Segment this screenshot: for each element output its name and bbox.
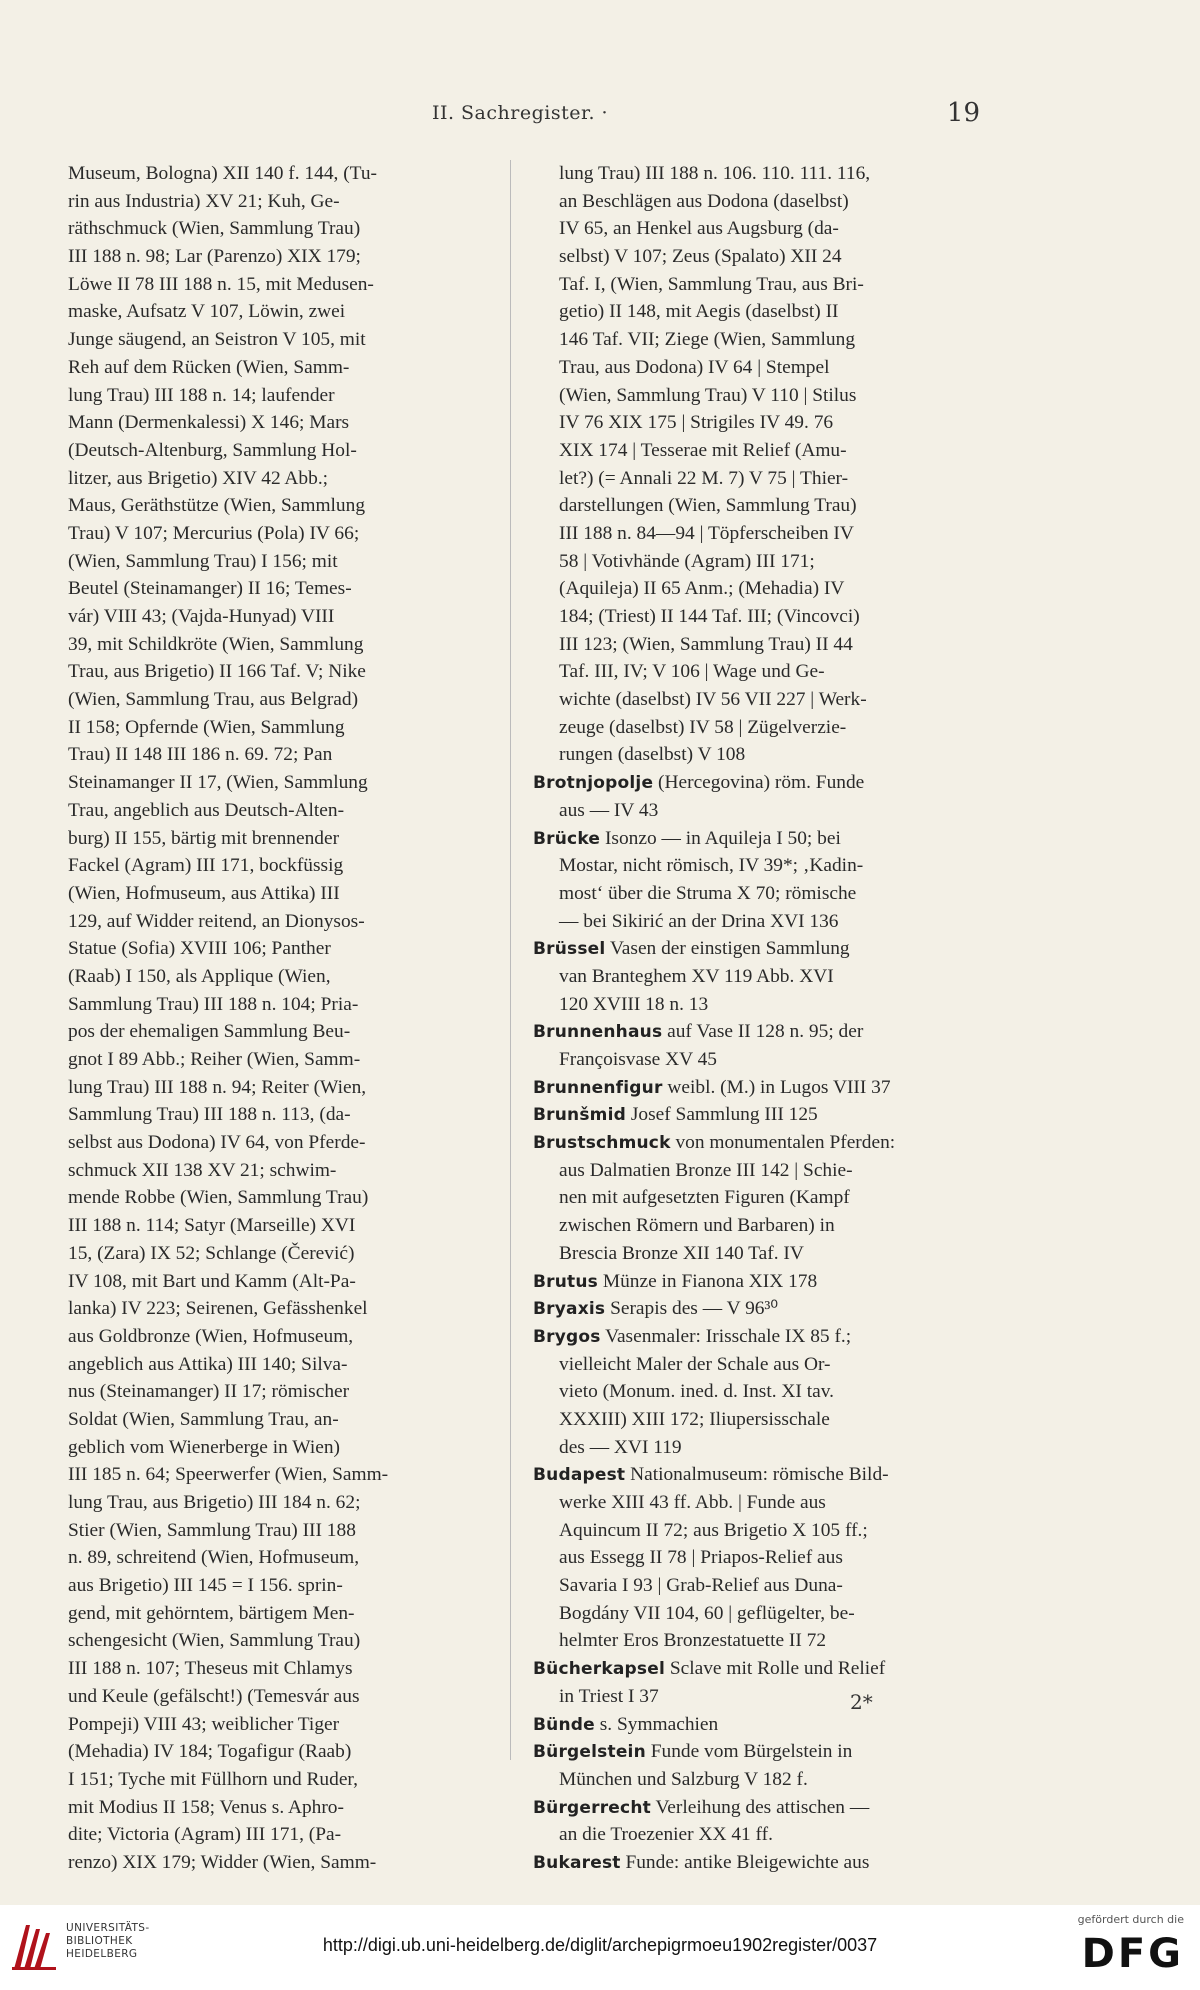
entry-text: Münze in Fianona XIX 178: [598, 1270, 818, 1292]
index-entry-line: [533, 1849, 999, 1877]
entry-text: an Beschlägen aus Dodona (daselbst): [559, 190, 849, 212]
text-line: [533, 1351, 999, 1379]
text-line: räthschmuck (Wien, Sammlung Trau): [68, 218, 361, 240]
text-line: 129, auf Widder reitend, an Dionysos-: [68, 910, 365, 932]
text-line: Reh auf dem Rücken (Wien, Samm-: [68, 356, 350, 378]
text-line: lanka) IV 223; Seirenen, Gefässhenkel: [68, 1298, 368, 1320]
index-headword: Brüssel: [533, 939, 606, 960]
text-line: angeblich aus Attika) III 140; Silva-: [68, 1353, 348, 1375]
entry-text: zeuge (daselbst) IV 58 | Zügelverzie-: [559, 716, 847, 738]
entry-text: (Aquileja) II 65 Anm.; (Mehadia) IV: [559, 578, 845, 600]
text-line: [533, 492, 999, 520]
entry-text: Mostar, nicht römisch, IV 39*; ‚Kadin-: [559, 855, 864, 877]
text-line: Fackel (Agram) III 171, bockfüssig: [68, 855, 344, 877]
text-line: [533, 1489, 999, 1517]
text-line: Sammlung Trau) III 188 n. 113, (da-: [68, 1104, 351, 1126]
entry-text: Verleihung des attischen —: [650, 1796, 870, 1818]
index-entry-line: [533, 1655, 999, 1683]
text-line: nus (Steinamanger) II 17; römischer: [68, 1381, 350, 1403]
text-line: III 188 n. 107; Theseus mit Chlamys: [68, 1658, 353, 1680]
entry-text: aus Dalmatien Bronze III 142 | Schie-: [559, 1159, 853, 1181]
text-line: burg) II 155, bärtig mit brennender: [68, 827, 340, 849]
entry-text: des — XVI 119: [559, 1436, 682, 1458]
index-headword: Budapest: [533, 1465, 626, 1486]
text-line: n. 89, schreitend (Wien, Hofmuseum,: [68, 1547, 360, 1569]
text-line: [533, 1378, 999, 1406]
entry-text: auf Vase II 128 n. 95; der: [662, 1021, 864, 1043]
text-line: [533, 437, 999, 465]
text-line: [533, 575, 999, 603]
entry-text: 184; (Triest) II 144 Taf. III; (Vincovci): [559, 606, 860, 627]
entry-text: XIX 174 | Tesserae mit Relief (Amu-: [559, 439, 847, 461]
text-line: geblich vom Wienerberge in Wien): [68, 1436, 340, 1458]
text-line: lung Trau, aus Brigetio) III 184 n. 62;: [68, 1492, 361, 1513]
text-line: [533, 908, 999, 936]
entry-text: III 123; (Wien, Sammlung Trau) II 44: [559, 633, 853, 655]
index-headword: Brustschmuck: [533, 1133, 671, 1154]
entry-text: Vasen der einstigen Sammlung: [605, 938, 850, 960]
entry-text: aus Essegg II 78 | Priapos-Relief aus: [559, 1547, 843, 1569]
source-url-link[interactable]: http://digi.ub.uni-heidelberg.de/diglit/archepigrmoeu1902register/0037: [322, 1935, 878, 1955]
index-headword: Bünde: [533, 1714, 595, 1735]
entry-text: most‘ über die Struma X 70; römische: [559, 882, 857, 904]
index-entry-line: [533, 1018, 999, 1046]
entry-text: (Hercegovina) röm. Funde: [653, 772, 865, 794]
index-headword: Bryaxis: [533, 1299, 606, 1320]
entry-text: van Branteghem XV 119 Abb. XVI: [559, 965, 834, 987]
text-line: renzo) XIX 179; Widder (Wien, Samm-: [68, 1851, 377, 1873]
index-entry-line: [533, 1461, 999, 1489]
text-line: 39, mit Schildkröte (Wien, Sammlung: [68, 633, 364, 655]
text-line: mende Robbe (Wien, Sammlung Trau): [68, 1187, 369, 1209]
index-entry-line: [533, 1295, 999, 1323]
right-column: [533, 160, 999, 1877]
entry-text: Sclave mit Rolle und Relief: [664, 1658, 886, 1680]
entry-text: 146 Taf. VII; Ziege (Wien, Sammlung: [559, 329, 856, 351]
text-line: (Wien, Sammlung Trau) I 156; mit: [68, 550, 338, 572]
index-entry-line: [533, 1101, 999, 1129]
text-line: Trau, aus Brigetio) II 166 Taf. V; Nike: [68, 661, 366, 683]
text-line: [533, 188, 999, 216]
text-line: [533, 1627, 999, 1655]
text-line: Statue (Sofia) XVIII 106; Panther: [68, 938, 331, 960]
text-line: [533, 1821, 999, 1849]
entry-text: let?) (= Annali 22 M. 7) V 75 | Thier-: [559, 467, 849, 489]
text-line: III 185 n. 64; Speerwerfer (Wien, Samm-: [68, 1464, 389, 1486]
index-entry-line: [533, 935, 999, 963]
index-headword: Bürgelstein: [533, 1742, 646, 1763]
entry-text: darstellungen (Wien, Sammlung Trau): [559, 495, 857, 517]
entry-text: IV 76 XIX 175 | Strigiles IV 49. 76: [559, 412, 834, 434]
entry-text: Funde: antike Bleigewichte aus: [620, 1851, 870, 1873]
index-entry-line: [533, 1711, 999, 1739]
text-line: mit Modius II 158; Venus s. Aphro-: [68, 1796, 344, 1818]
text-line: Trau) II 148 III 186 n. 69. 72; Pan: [68, 744, 333, 766]
text-line: [533, 1406, 999, 1434]
text-line: [533, 354, 999, 382]
text-line: Mann (Dermenkalessi) X 146; Mars: [68, 412, 350, 434]
text-line: [533, 658, 999, 686]
text-line: [533, 548, 999, 576]
entry-text: (Wien, Sammlung Trau) V 110 | Stilus: [559, 384, 857, 406]
index-headword: Bürgerrecht: [533, 1797, 651, 1818]
text-line: [533, 1434, 999, 1462]
text-line: [533, 741, 999, 769]
text-line: [533, 1766, 999, 1794]
column-divider: [510, 160, 511, 1760]
text-line: [533, 603, 999, 631]
text-line: [533, 1517, 999, 1545]
text-line: [533, 243, 999, 271]
index-headword: Brygos: [533, 1326, 601, 1347]
index-entry-line: [533, 1129, 999, 1157]
index-entry-line: [533, 1794, 999, 1822]
text-line: [533, 991, 999, 1019]
entry-text: III 188 n. 84—94 | Töpferscheiben IV: [559, 522, 854, 544]
index-entry-line: [533, 1268, 999, 1296]
text-line: [533, 465, 999, 493]
text-line: III 188 n. 98; Lar (Parenzo) XIX 179;: [68, 246, 361, 268]
index-entry-line: [533, 1323, 999, 1351]
entry-text: lung Trau) III 188 n. 106. 110. 111. 116,: [559, 163, 871, 184]
text-line: Maus, Geräthstütze (Wien, Sammlung: [68, 495, 366, 517]
text-line: [533, 797, 999, 825]
entry-text: 58 | Votivhände (Agram) III 171;: [559, 550, 815, 572]
text-line: IV 108, mit Bart und Kamm (Alt-Pa-: [68, 1270, 356, 1292]
text-line: [533, 1683, 999, 1711]
text-line: [533, 409, 999, 437]
text-line: [533, 1240, 999, 1268]
entry-text: in Triest I 37: [559, 1685, 659, 1707]
entry-text: Isonzo — in Aquileja I 50; bei: [600, 827, 841, 849]
text-line: [533, 1046, 999, 1074]
text-line: [533, 963, 999, 991]
text-line: [533, 631, 999, 659]
entry-text: Vasenmaler: Irisschale IX 85 f.;: [600, 1325, 852, 1347]
text-line: schengesicht (Wien, Sammlung Trau): [68, 1630, 361, 1652]
left-column: [68, 160, 491, 1877]
index-headword: Brunnenhaus: [533, 1022, 663, 1043]
entry-text: Taf. III, IV; V 106 | Wage und Ge-: [559, 661, 825, 683]
text-line: selbst aus Dodona) IV 64, von Pferde-: [68, 1132, 366, 1154]
text-line: maske, Aufsatz V 107, Löwin, zwei: [68, 301, 346, 323]
entry-text: vieto (Monum. ined. d. Inst. XI tav.: [559, 1381, 835, 1403]
entry-text: Trau, aus Dodona) IV 64 | Stempel: [559, 356, 830, 378]
entry-text: Brescia Bronze XII 140 Taf. IV: [559, 1242, 804, 1264]
text-line: [533, 160, 999, 188]
text-line: Museum, Bologna) XII 140 f. 144, (Tu-: [68, 163, 377, 184]
entry-text: IV 65, an Henkel aus Augsburg (da-: [559, 218, 839, 240]
page-header: [60, 98, 980, 128]
text-line: [533, 520, 999, 548]
index-headword: Brutus: [533, 1271, 598, 1292]
text-line: (Wien, Sammlung Trau, aus Belgrad): [68, 689, 359, 711]
entry-text: München und Salzburg V 182 f.: [559, 1768, 808, 1790]
index-entry-line: [533, 1074, 999, 1102]
entry-text: Nationalmuseum: römische Bild-: [625, 1464, 889, 1486]
signature-mark: 2*: [850, 1690, 873, 1714]
text-line: lung Trau) III 188 n. 94; Reiter (Wien,: [68, 1076, 367, 1098]
entry-text: von monumentalen Pferden:: [670, 1132, 896, 1154]
index-headword: Bukarest: [533, 1852, 621, 1873]
text-line: vár) VIII 43; (Vajda-Hunyad) VIII: [68, 606, 335, 627]
viewer-footer: [0, 1905, 1200, 1990]
entry-text: — bei Sikirić an der Drina XVI 136: [559, 910, 839, 932]
running-head: II. Sachregister. ·: [431, 102, 609, 124]
library-line: UNIVERSITÄTS-: [66, 1922, 150, 1934]
entry-text: Funde vom Bürgelstein in: [645, 1741, 853, 1763]
entry-text: Savaria I 93 | Grab-Relief aus Duna-: [559, 1575, 843, 1597]
entry-text: vielleicht Maler der Schale aus Or-: [559, 1353, 831, 1375]
text-line: dite; Victoria (Agram) III 171, (Pa-: [68, 1824, 342, 1846]
entry-text: rungen (daselbst) V 108: [559, 744, 746, 766]
text-line: Trau) V 107; Mercurius (Pola) IV 66;: [68, 522, 360, 544]
entry-text: aus — IV 43: [559, 799, 659, 821]
text-line: [533, 1600, 999, 1628]
entry-text: Aquincum II 72; aus Brigetio X 105 ff.;: [559, 1519, 868, 1541]
text-line: I 151; Tyche mit Füllhorn und Ruder,: [68, 1768, 358, 1790]
text-line: [533, 1184, 999, 1212]
text-line: litzer, aus Brigetio) XIV 42 Abb.;: [68, 467, 329, 489]
entry-text: XXXIII) XIII 172; Iliupersisschale: [559, 1408, 830, 1430]
entry-text: helmter Eros Bronzestatuette II 72: [559, 1630, 827, 1652]
text-line: pos der ehemaligen Sammlung Beu-: [68, 1021, 351, 1043]
text-line: [533, 215, 999, 243]
library-line: HEIDELBERG: [66, 1948, 138, 1960]
text-line: und Keule (gefälscht!) (Temesvár aus: [68, 1685, 360, 1707]
index-headword: Brotnjopolje: [533, 773, 654, 794]
text-line: Steinamanger II 17, (Wien, Sammlung: [68, 772, 368, 794]
text-line: aus Goldbronze (Wien, Hofmuseum,: [68, 1325, 354, 1347]
entry-text: wichte (daselbst) IV 56 VII 227 | Werk-: [559, 689, 867, 711]
text-line: [533, 1212, 999, 1240]
entry-text: Françoisvase XV 45: [559, 1049, 717, 1070]
index-entry-line: [533, 1738, 999, 1766]
index-entry-line: [533, 825, 999, 853]
entry-text: Taf. I, (Wien, Sammlung Trau, aus Bri-: [559, 273, 864, 295]
text-line: Soldat (Wien, Sammlung Trau, an-: [68, 1408, 339, 1430]
text-line: [533, 880, 999, 908]
entry-text: weibl. (M.) in Lugos VIII 37: [662, 1076, 891, 1098]
index-headword: Bücherkapsel: [533, 1659, 665, 1680]
entry-text: Serapis des — V 96³⁰: [605, 1298, 779, 1320]
text-line: Löwe II 78 III 188 n. 15, mit Medusen-: [68, 273, 374, 295]
text-line: lung Trau) III 188 n. 14; laufender: [68, 384, 335, 406]
text-line: II 158; Opfernde (Wien, Sammlung: [68, 716, 345, 738]
text-line: [533, 298, 999, 326]
text-line: III 188 n. 114; Satyr (Marseille) XVI: [68, 1215, 356, 1237]
text-line: [533, 382, 999, 410]
entry-text: getio) II 148, mit Aegis (daselbst) II: [559, 301, 839, 323]
entry-text: selbst) V 107; Zeus (Spalato) XII 24: [559, 246, 842, 268]
index-headword: Brücke: [533, 828, 601, 849]
index-headword: Brunšmid: [533, 1105, 626, 1126]
text-line: aus Brigetio) III 145 = I 156. sprin-: [68, 1575, 343, 1597]
text-line: [533, 1157, 999, 1185]
text-line: Trau, angeblich aus Deutsch-Alten-: [68, 799, 345, 821]
entry-text: Bogdány VII 104, 60 | geflügelter, be-: [559, 1602, 855, 1624]
text-line: gnot I 89 Abb.; Reiher (Wien, Samm-: [68, 1049, 361, 1070]
index-headword: Brunnenfigur: [533, 1077, 663, 1098]
entry-text: s. Symmachien: [594, 1713, 719, 1735]
entry-text: Josef Sammlung III 125: [625, 1104, 818, 1126]
text-line: (Raab) I 150, als Applique (Wien,: [68, 965, 331, 987]
text-line: Sammlung Trau) III 188 n. 104; Pria-: [68, 993, 359, 1015]
text-line: (Wien, Hofmuseum, aus Attika) III: [68, 882, 340, 904]
text-line: Stier (Wien, Sammlung Trau) III 188: [68, 1519, 356, 1541]
entry-text: 120 XVIII 18 n. 13: [559, 993, 709, 1015]
text-line: Junge säugend, an Seistron V 105, mit: [68, 329, 366, 351]
text-line: [533, 714, 999, 742]
entry-text: nen mit aufgesetzten Figuren (Kampf: [559, 1187, 850, 1209]
text-line: 15, (Zara) IX 52; Schlange (Čerević): [68, 1242, 355, 1264]
text-line: [533, 686, 999, 714]
entry-text: werke XIII 43 ff. Abb. | Funde aus: [559, 1492, 826, 1513]
dfg-logo: DFG: [1081, 1931, 1184, 1977]
text-line: [533, 271, 999, 299]
entry-text: zwischen Römern und Barbaren) in: [559, 1215, 835, 1237]
entry-text: an die Troezenier XX 41 ff.: [559, 1824, 773, 1846]
sponsor-label: gefördert durch die: [1077, 1913, 1184, 1926]
text-line: (Mehadia) IV 184; Togafigur (Raab): [68, 1741, 352, 1763]
text-line: [533, 1544, 999, 1572]
text-line: [533, 852, 999, 880]
text-line: (Deutsch-Altenburg, Sammlung Hol-: [68, 439, 357, 461]
text-line: gend, mit gehörntem, bärtigem Men-: [68, 1602, 355, 1624]
text-line: schmuck XII 138 XV 21; schwim-: [68, 1159, 337, 1181]
text-line: rin aus Industria) XV 21; Kuh, Ge-: [68, 190, 340, 212]
text-line: Pompeji) VIII 43; weiblicher Tiger: [68, 1713, 340, 1735]
text-line: Beutel (Steinamanger) II 16; Temes-: [68, 578, 352, 600]
library-line: BIBLIOTHEK: [66, 1935, 133, 1947]
text-line: [533, 326, 999, 354]
index-entry-line: [533, 769, 999, 797]
page-number: 19: [946, 98, 980, 128]
text-line: [533, 1572, 999, 1600]
